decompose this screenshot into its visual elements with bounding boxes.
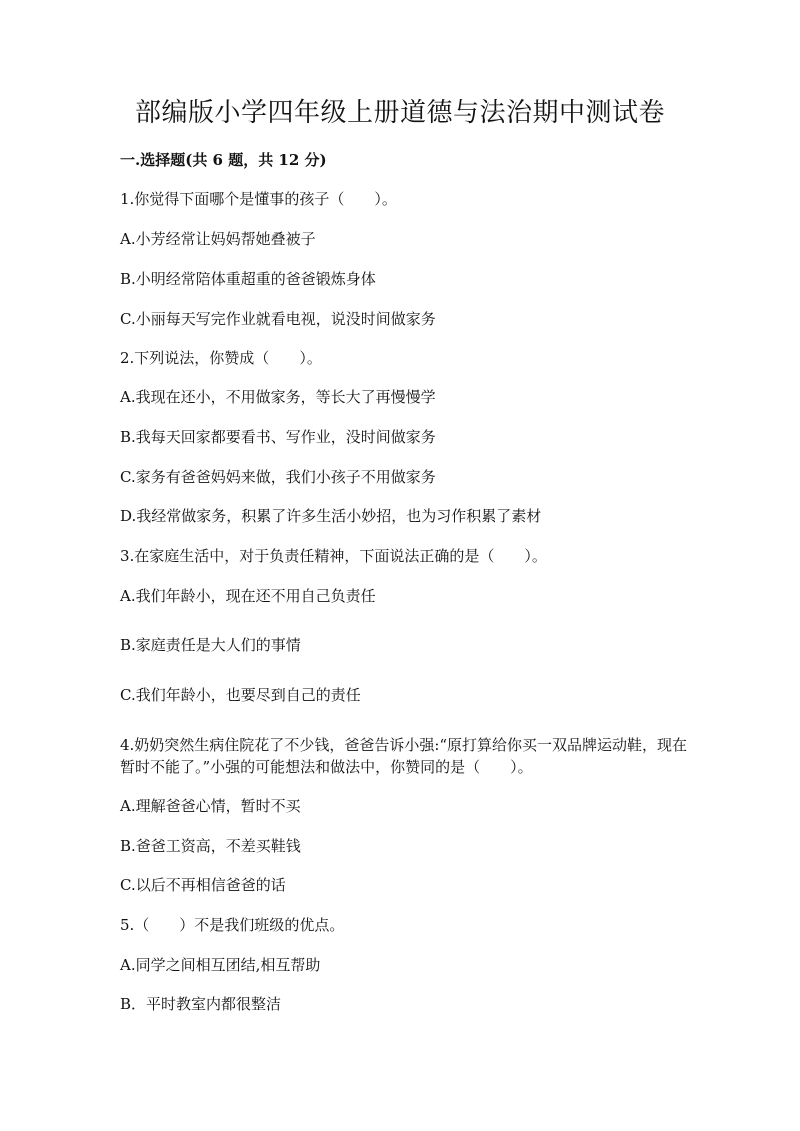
section-heading: 一.选择题(共 6 题，共 12 分) bbox=[120, 151, 327, 169]
question-3-option-b: B.家庭责任是大人们的事情 bbox=[120, 636, 301, 654]
question-2-option-c: C.家务有爸爸妈妈来做，我们小孩子不用做家务 bbox=[120, 468, 436, 486]
question-4-option-c: C.以后不再相信爸爸的话 bbox=[120, 876, 286, 894]
question-2-option-b: B.我每天回家都要看书、写作业，没时间做家务 bbox=[120, 428, 436, 446]
question-5-stem: 5.（ ）不是我们班级的优点。 bbox=[120, 916, 345, 934]
question-1-option-b: B.小明经常陪体重超重的爸爸锻炼身体 bbox=[120, 270, 376, 288]
question-4-stem: 4.奶奶突然生病住院花了不少钱，爸爸告诉小强:“原打算给你买一双品牌运动鞋，现在暂时不能了。”小强的可能想法和做法中，你赞同的是（ ）。 bbox=[120, 736, 688, 776]
question-4-option-b: B.爸爸工资高，不差买鞋钱 bbox=[120, 837, 301, 855]
question-4-option-a: A.理解爸爸心情，暂时不买 bbox=[120, 797, 301, 815]
question-1-option-a: A.小芳经常让妈妈帮她叠被子 bbox=[120, 230, 316, 248]
question-2-option-d: D.我经常做家务，积累了许多生活小妙招，也为习作积累了素材 bbox=[120, 507, 542, 525]
question-3-stem: 3.在家庭生活中，对于负责任精神，下面说法正确的是（ ）。 bbox=[120, 547, 547, 565]
question-2-option-a: A.我现在还小，不用做家务，等长大了再慢慢学 bbox=[120, 388, 436, 406]
page-title: 部编版小学四年级上册道德与法治期中测试卷 bbox=[134, 98, 665, 128]
question-3-option-a: A.我们年龄小，现在还不用自己负责任 bbox=[120, 587, 376, 605]
question-5-option-b: B．平时教室内都很整洁 bbox=[120, 995, 282, 1013]
question-5-option-a: A.同学之间相互团结,相互帮助 bbox=[120, 956, 321, 974]
question-1-stem: 1.你觉得下面哪个是懂事的孩子（ ）。 bbox=[120, 190, 397, 208]
question-2-stem: 2.下列说法，你赞成（ ）。 bbox=[120, 349, 322, 367]
question-3-option-c: C.我们年龄小，也要尽到自己的责任 bbox=[120, 686, 361, 704]
question-1-option-c: C.小丽每天写完作业就看电视，说没时间做家务 bbox=[120, 310, 436, 328]
